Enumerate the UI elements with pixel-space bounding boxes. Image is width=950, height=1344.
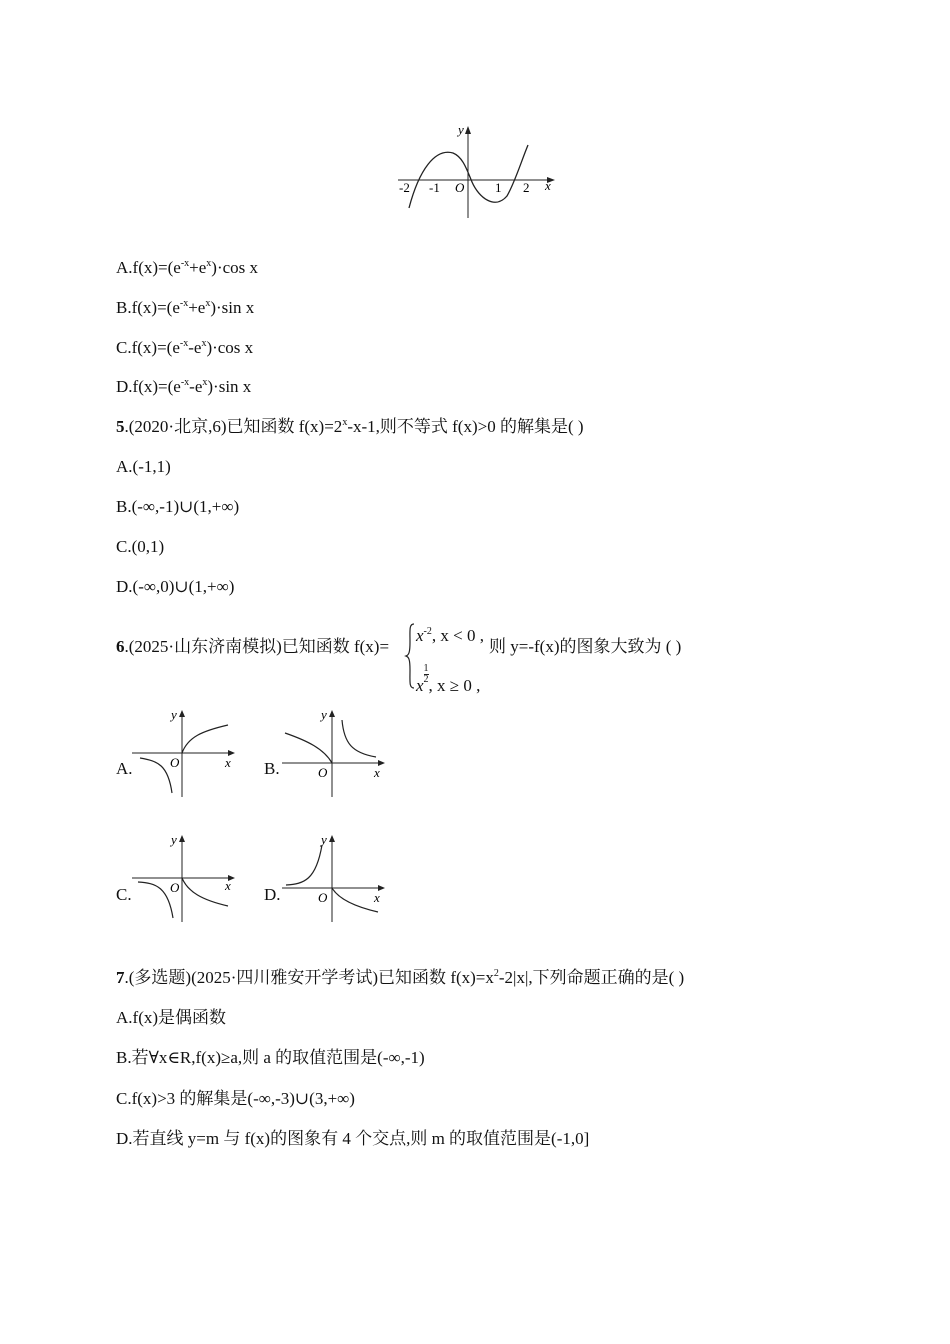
y-arrow-icon bbox=[329, 710, 335, 717]
svg-text:y: y bbox=[321, 832, 327, 847]
svg-text:O: O bbox=[318, 765, 328, 780]
q7-option-d[interactable]: D.若直线 y=m 与 f(x)的图象有 4 个交点,则 m 的取值范围是(-1,0] bbox=[116, 1129, 590, 1148]
svg-text:x: x bbox=[374, 765, 380, 780]
tick-neg2: -2 bbox=[399, 180, 410, 195]
q5-option-c[interactable]: C.(0,1) bbox=[116, 537, 165, 556]
q4-option-c[interactable]: $C.f(x)=(e^{-x}-e^x)\cdot\cos$ x bbox=[116, 338, 254, 357]
piecewise-case-1: $x^{-2}$, x < 0 , bbox=[416, 626, 484, 645]
svg-text:x: x bbox=[225, 878, 231, 893]
origin-label: O bbox=[455, 180, 465, 195]
y-arrow-icon bbox=[179, 835, 185, 842]
top-function-graph bbox=[395, 120, 560, 220]
y-arrow-icon bbox=[179, 710, 185, 717]
q6-option-b[interactable]: B. bbox=[264, 759, 280, 778]
tick-1: 1 bbox=[495, 180, 502, 195]
q6-option-a[interactable]: A. bbox=[116, 759, 133, 778]
q6-option-d[interactable]: D. bbox=[264, 885, 281, 904]
q4-option-a[interactable]: $A.f(x)=(e^{-x}+e^x)\cdot\cos$ x bbox=[116, 258, 259, 277]
q6-graph-a[interactable] bbox=[130, 705, 240, 800]
svg-text:O: O bbox=[318, 890, 328, 905]
piecewise-brace bbox=[404, 622, 416, 690]
piecewise-case-2: x $\frac{1}{2}$ , x ≥ 0 , bbox=[416, 663, 481, 695]
svg-text:y: y bbox=[171, 832, 177, 847]
svg-text:y: y bbox=[171, 707, 177, 722]
q4-option-d[interactable]: $D.f(x)=(e^{-x}-e^x)\cdot\sin$ x bbox=[116, 377, 252, 396]
q6-option-c[interactable]: C. bbox=[116, 885, 132, 904]
q6-graph-c[interactable] bbox=[130, 830, 240, 925]
q5-option-d[interactable]: D.(-∞,0)∪(1,+∞) bbox=[116, 577, 235, 596]
svg-text:x: x bbox=[374, 890, 380, 905]
q7-option-c[interactable]: C.f(x)>3 的解集是(-∞,-3)∪(3,+∞) bbox=[116, 1089, 355, 1108]
q5-option-a[interactable]: A.(-1,1) bbox=[116, 457, 171, 476]
y-axis-label: y bbox=[458, 122, 464, 137]
y-axis-arrow-icon bbox=[465, 126, 471, 134]
q6-graph-b[interactable] bbox=[280, 705, 390, 800]
q4-option-b[interactable]: $B.f(x)=(e^{-x}+e^x)\cdot\sin$ x bbox=[116, 298, 255, 317]
q7-option-b[interactable]: B.若∀x∈R,f(x)≥a,则 a 的取值范围是(-∞,-1) bbox=[116, 1048, 425, 1067]
y-arrow-icon bbox=[329, 835, 335, 842]
svg-text:O: O bbox=[170, 880, 180, 895]
q7-option-a[interactable]: A.f(x)是偶函数 bbox=[116, 1008, 227, 1027]
svg-text:x: x bbox=[225, 755, 231, 770]
q7-stem: 7.(多选题)(2025·四川雅安开学考试)已知函数 $f(x)=x^2-2|x|$,下列命题正确的是( ) bbox=[116, 968, 685, 987]
tick-neg1: -1 bbox=[429, 180, 440, 195]
tick-2: 2 bbox=[523, 180, 530, 195]
svg-text:y: y bbox=[321, 707, 327, 722]
q6-stem-right: 则 y=-f(x)的图象大致为 ( ) bbox=[489, 637, 682, 656]
q6-stem-left: 6.(2025·山东济南模拟)已知函数 f(x)= bbox=[116, 637, 390, 656]
q5-option-b[interactable]: B.(-∞,-1)∪(1,+∞) bbox=[116, 497, 240, 516]
svg-text:O: O bbox=[170, 755, 180, 770]
q5-stem: 5.(2020·北京,6)已知函数 $f(x)=2^x-x-1$,则不等式 f(x)>0 的解集是( ) bbox=[116, 417, 584, 436]
q6-graph-d[interactable] bbox=[280, 830, 390, 925]
x-axis-label: x bbox=[545, 178, 551, 193]
